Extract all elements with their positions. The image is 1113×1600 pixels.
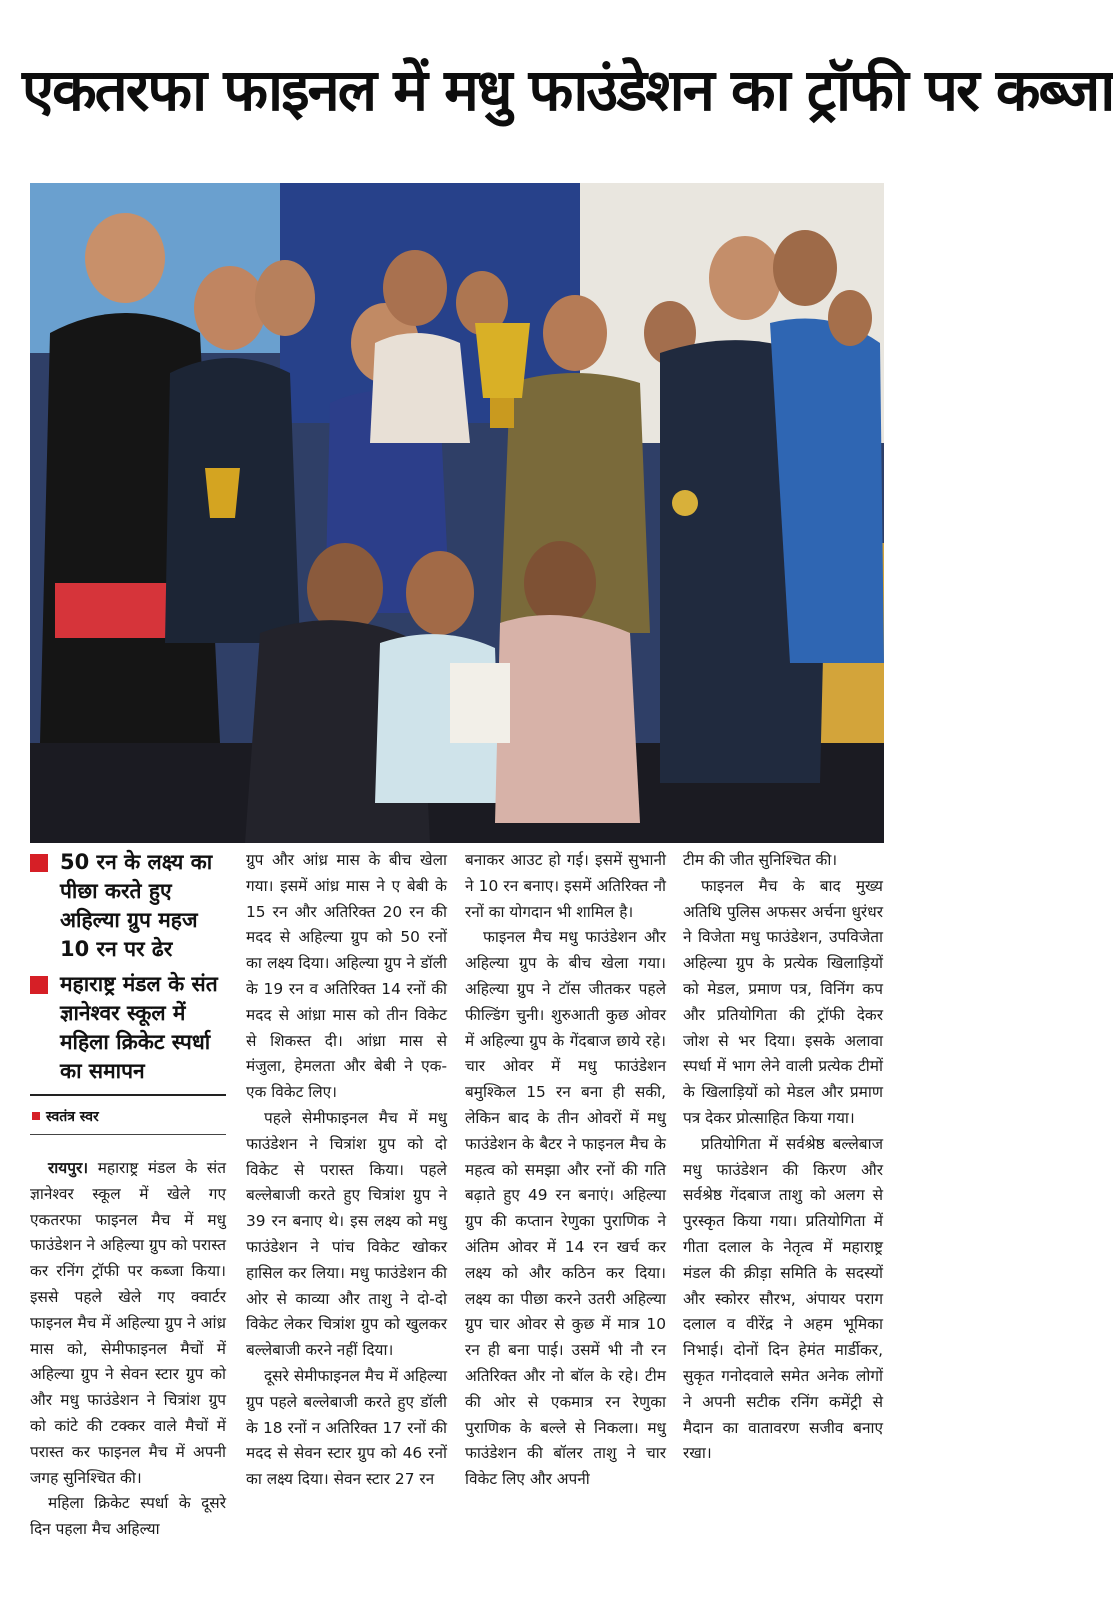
article-column-2 — [246, 848, 447, 1596]
highlight-text: 50 रन के लक्ष्य का पीछा करते हुए अहिल्या ग्रुप महज 10 रन पर ढेर — [60, 850, 213, 961]
paragraph: पहले सेमीफाइनल मैच में मधु फाउंडेशन ने चित्रांश ग्रुप को दो विकेट से परास्त किया। पहले बल्लेबाजी करते हुए चित्रांश ग्रुप ने 39 रन बनाए थे। इस लक्ष्य को मधु फाउंडेशन ने पांच विकेट खोकर हासिल कर लिया। मधु फाउंडेशन की ओर से काव्या और ताशु ने दो-दो विकेट लेकर चित्रांश ग्रुप को खुलकर बल्लेबाजी करने नहीं दिया। — [246, 1108, 447, 1360]
byline-text: स्वतंत्र स्वर — [46, 1109, 99, 1125]
highlights-box — [30, 848, 226, 1145]
news-photo — [30, 183, 884, 843]
article-column-3 — [465, 848, 666, 1596]
article-column-1 — [30, 1156, 226, 1596]
divider — [30, 1134, 226, 1135]
paragraph: बनाकर आउट हो गई। इसमें सुभानी ने 10 रन बनाए। इसमें अतिरिक्त नौ रनों का योगदान भी शामिल है। — [465, 851, 666, 921]
paragraph: महिला क्रिकेट स्पर्धा के दूसरे दिन पहला मैच अहिल्या — [30, 1494, 226, 1539]
highlight-item — [30, 970, 226, 1086]
dateline: रायपुर। — [48, 1159, 89, 1177]
paragraph: फाइनल मैच के बाद मुख्य अतिथि पुलिस अफसर अर्चना धुरंधर ने विजेता मधु फाउंडेशन, उपविजेता अहिल्या ग्रुप के प्रत्येक खिलाड़ियों को मेडल, प्रमाण पत्र, विनिंग कप और प्रतियोगिता की ट्रॉफी देकर जोश से भर दिया। इसके अलावा स्पर्धा में भाग लेने वाली प्रत्येक टीमों के खिलाड़ियों को मेडल और प्रमाण पत्र देकर प्रोत्साहित किया गया। — [683, 876, 883, 1127]
paragraph: ग्रुप और आंध्र मास के बीच खेला गया। इसमें आंध्र मास ने ए बेबी के 15 रन और अतिरिक्त 20 रन की मदद से अहिल्या ग्रुप को 50 रनों का लक्ष्य दिया। अहिल्या ग्रुप ने डॉली के 19 रन व अतिरिक्त 14 रनों की मदद से आंध्रा मास को तीन विकेट से शिकस्त दी। आंध्रा मास से मंजुला, हेमलता और बेबी ने एक-एक विकेट लिए। — [246, 851, 447, 1102]
divider — [30, 1094, 226, 1096]
byline — [30, 1106, 226, 1126]
paragraph: टीम की जीत सुनिश्चित की। — [683, 851, 838, 869]
red-square-icon — [30, 976, 48, 994]
paragraph: दूसरे सेमीफाइनल मैच में अहिल्या ग्रुप पहले बल्लेबाजी करते हुए डॉली के 18 रनों न अतिरिक्त 17 रनों की मदद से सेवन स्टार ग्रुप को 46 रनों का लक्ष्य दिया। सेवन स्टार 27 रन — [246, 1366, 447, 1489]
paragraph: प्रतियोगिता में सर्वश्रेष्ठ बल्लेबाज मधु फाउंडेशन की किरण और सर्वश्रेष्ठ गेंदबाज ताशु को अलग से पुरस्कृत किया गया। प्रतियोगिता में गीता दलाल के नेतृत्व में महाराष्ट्र मंडल की क्रीड़ा समिति के सदस्यों और स्कोरर सौरभ, अंपायर पराग दलाल व वीरेंद्र ने अहम भूमिका निभाई। दोनों दिन हेमंत मार्डीकर, सुकृत गनोदवाले समेत अनेक लोगों ने अपनी सटीक रनिंग कमेंट्री से मैदान का वातावरण सजीव बनाए रखा। — [683, 1134, 883, 1463]
red-square-icon — [32, 1112, 40, 1120]
photo-illustration — [30, 183, 884, 843]
article-column-4 — [683, 848, 883, 1596]
headline: एकतरफा फाइनल में मधु फाउंडेशन का ट्रॉफी पर कब्जा — [22, 56, 1113, 124]
highlight-item — [30, 848, 226, 964]
highlight-text: महाराष्ट्र मंडल के संत ज्ञानेश्वर स्कूल में महिला क्रिकेट स्पर्धा का समापन — [60, 972, 218, 1083]
paragraph: महाराष्ट्र मंडल के संत ज्ञानेश्वर स्कूल में खेले गए एकतरफा फाइनल मैच में मधु फाउंडेशन ने अहिल्या ग्रुप को परास्त कर रनिंग ट्रॉफी पर कब्जा किया। इससे पहले खेले गए क्वार्टर फाइनल मैच में अहिल्या ग्रुप ने आंध्र मास को, सेमीफाइनल मैचों में अहिल्या ग्रुप ने सेवन स्टार ग्रुप को और मधु फाउंडेशन ने चित्रांश ग्रुप को कांटे की टक्कर वाले मैचों में परास्त कर फाइनल मैच में अपनी जगह सुनिश्चित की। — [30, 1159, 226, 1487]
paragraph: फाइनल मैच मधु फाउंडेशन और अहिल्या ग्रुप के बीच खेला गया। अहिल्या ग्रुप ने टॉस जीतकर पहले फील्डिंग चुनी। शुरुआती कुछ ओवर में अहिल्या ग्रुप के गेंदबाज छाये रहे। चार ओवर में मधु फाउंडेशन बमुश्किल 15 रन बना ही सकी, लेकिन बाद के तीन ओवरों में मधु फाउंडेशन के बैटर ने फाइनल मैच के महत्व को समझा और रनों की गति बढ़ाते हुए 49 रन बनाएं। अहिल्या ग्रुप की कप्तान रेणुका पुराणिक ने अंतिम ओवर में 14 रन खर्च कर लक्ष्य को और कठिन कर दिया। लक्ष्य का पीछा करने उतरी अहिल्या ग्रुप चार ओवर से कुछ में मात्र 10 रन ही बना पाई। उसमें भी नौ रन अतिरिक्त और नो बॉल के रहे। टीम की ओर से एकमात्र रन रेणुका पुराणिक के बल्ले से निकला। मधु फाउंडेशन की बॉलर ताशु ने चार विकेट लिए और अपनी — [465, 928, 666, 1489]
red-square-icon — [30, 854, 48, 872]
